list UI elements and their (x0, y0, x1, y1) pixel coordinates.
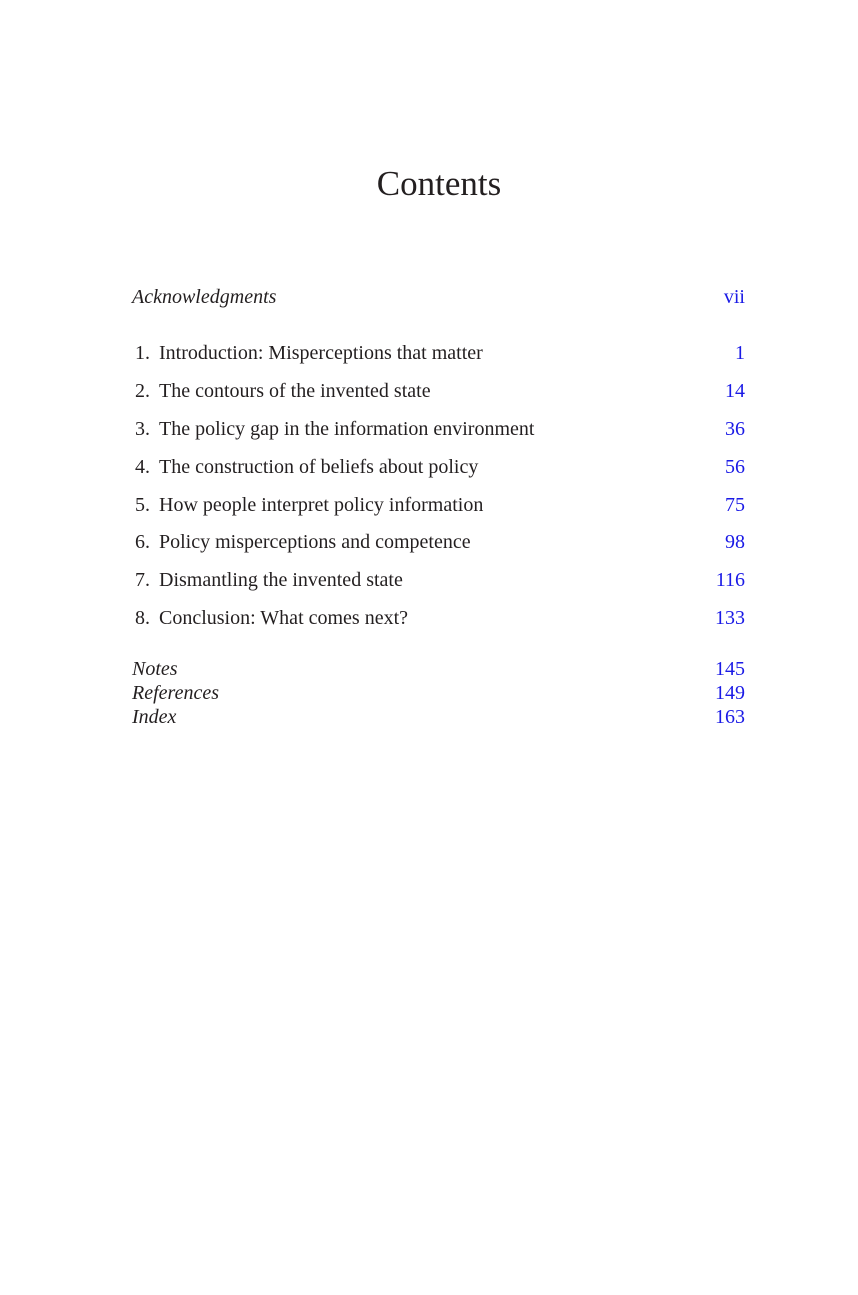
toc-page-link[interactable]: 36 (725, 417, 745, 440)
toc-page-link[interactable]: 145 (715, 658, 745, 681)
toc-page-link[interactable]: 133 (715, 607, 745, 630)
toc-entry-index (132, 705, 745, 729)
toc-chapter-8 (132, 604, 745, 642)
chapter-title: Conclusion: What comes next? (159, 607, 409, 630)
chapter-number: 6. (135, 531, 150, 554)
toc-chapter-5 (132, 491, 745, 529)
toc-page-link[interactable]: 116 (715, 569, 745, 592)
chapter-number: 4. (135, 455, 150, 478)
chapter-number: 3. (135, 417, 150, 440)
toc-entry-label: Notes (132, 658, 178, 681)
page-title: Contents (376, 164, 502, 203)
chapter-title: The contours of the invented state (159, 379, 431, 402)
chapter-title: Introduction: Misperceptions that matter (159, 342, 483, 364)
toc-page-link[interactable]: 1 (735, 342, 745, 364)
toc-chapter-4 (132, 453, 745, 491)
toc-page-link[interactable]: 163 (715, 706, 745, 729)
table-of-contents (132, 283, 745, 729)
toc-chapter-7 (132, 566, 745, 604)
toc-page-link[interactable]: 14 (725, 379, 745, 402)
back-matter-list (132, 657, 745, 729)
toc-page-link[interactable]: 56 (725, 455, 745, 478)
toc-entry-notes (132, 657, 745, 681)
chapter-list (132, 339, 745, 642)
toc-entry-label: References (132, 682, 219, 705)
toc-page-link[interactable]: vii (723, 286, 745, 308)
toc-chapter-2 (132, 377, 745, 415)
chapter-number: 2. (135, 379, 150, 402)
toc-entry-acknowledgments (132, 283, 745, 311)
chapter-number: 1. (135, 342, 150, 364)
chapter-title: Dismantling the invented state (159, 569, 403, 592)
toc-page-link[interactable]: 149 (715, 682, 745, 705)
toc-entry-label: Acknowledgments (132, 286, 277, 308)
toc-chapter-1 (132, 339, 745, 377)
toc-page-link[interactable]: 98 (725, 531, 745, 554)
chapter-number: 5. (135, 493, 150, 516)
toc-entry-label: Index (132, 706, 177, 729)
chapter-number: 8. (135, 607, 150, 630)
chapter-number: 7. (135, 569, 150, 592)
chapter-title: Policy misperceptions and competence (159, 531, 471, 554)
toc-chapter-6 (132, 528, 745, 566)
chapter-title: How people interpret policy information (159, 493, 484, 516)
toc-chapter-3 (132, 415, 745, 453)
chapter-title: The construction of beliefs about policy (159, 455, 479, 478)
chapter-title: The policy gap in the information environment (159, 417, 535, 440)
toc-entry-references (132, 681, 745, 705)
toc-page-link[interactable]: 75 (725, 493, 745, 516)
